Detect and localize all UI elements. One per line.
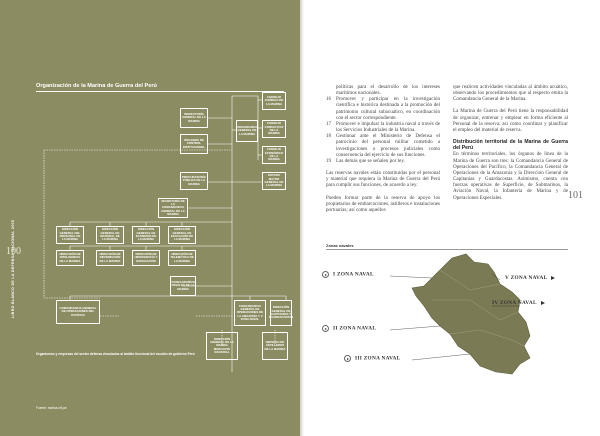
zone-marker-icon <box>551 276 555 280</box>
zone-label-v: V ZONA NAVAL <box>505 275 555 281</box>
paragraph: políticas para el desarrollo de los intereses marítimos nacionales. <box>336 84 440 97</box>
paragraph: Las reservas navales están constituidas por el personal y material que requiera la Marina de Guerra del Perú para cumplir sus funciones, de acuerdo a ley. <box>326 170 440 189</box>
org-box-dir-material: DIRECCIÓN GENERAL DE MATERIAL DE LA MARINA <box>96 226 124 244</box>
org-chart-title: Organización de la Marina de Guerra del Perú <box>36 83 157 89</box>
org-box-secretaria: SECRETARÍA DE LA COMANDANCIA GENERAL DE LA MARINA <box>158 198 188 218</box>
org-box-dir-telematica: DIRECCIÓN DE TELEMÁTICA DE LA MARINA <box>168 250 196 266</box>
org-box-inspectoria: INSPECTORÍA GENERAL DE LA MARINA <box>180 108 208 128</box>
zone-marker-icon <box>322 271 329 278</box>
org-box-dir-informacion: DIRECCIÓN DE INFORMACIÓN DE LA MARINA <box>96 250 124 266</box>
org-box-comandancia-general: COMANDANCIA GENERAL DE LA MARINA <box>236 120 258 142</box>
org-box-consejo-economico: CONSEJO ECONÓMICO DE LA MARINA <box>262 146 286 164</box>
org-box-dir-personal: DIRECCIÓN GENERAL DEL PERSONAL DE LA MARINA <box>56 226 84 244</box>
zone-label-ii: II ZONA NAVAL <box>322 325 376 332</box>
org-box-estado-mayor: ESTADO MAYOR GENERAL DE LA MARINA <box>262 172 286 190</box>
zone-label-iii: III ZONA NAVAL <box>344 355 401 362</box>
org-box-dir-economia: DIRECCIÓN GENERAL DE ECONOMÍA DE LA MARINA <box>132 226 160 244</box>
list-item: 18 Gestionar ante el Ministerio de Defensa el patrocinio del personal militar cometido a investigaciones o procesos judiciales como consecuencia del ejercicio de sus funciones. <box>326 133 440 158</box>
org-box-dir-inteligencia: DIRECCIÓN DE INTELIGENCIA DE LA MARINA <box>56 250 84 266</box>
zone-label-iv: IV ZONA NAVAL <box>492 300 545 306</box>
org-box-cg-pacifico: COMANDANCIA GENERAL DE OPERACIONES DEL PACÍFICO <box>56 300 100 324</box>
paragraph: La Marina de Guerra del Perú tiene la responsabilidad de organizar, entrenar y emplear en forma eficiente al Personal de la reserva; así como coordinar y planificar el empleo del material de reserva. <box>453 108 568 133</box>
org-box-astilleros: SERVICIO DE ASTILLEROS DE LA MARINA <box>262 332 288 360</box>
zone-marker-icon <box>344 355 351 362</box>
org-box-cg-amazonia: COMANDANCIA GENERAL DE OPERACIONES DE LA AMAZONÍA Y V ZONA NAVAL <box>234 300 266 326</box>
map-title: Zonas navales <box>326 243 354 248</box>
list-item: 19 Las demás que se señalen por ley. <box>326 157 405 164</box>
paragraph: En términos territoriales, los órganos de línea de la Marina de Guerra son tres: la Comandancia General de Operaciones del Pacífico, la Comandancia General de Operaciones de la Amazonía y la Dirección General de Capitanías y Guardacostas. Asimismo, cuenta con fuerzas operativas de Superficie, de Submarinos, la Aviación Naval, la Infantería de Marina y de Operaciones Especiales. <box>453 151 568 201</box>
org-box-dir-educacion: DIRECCIÓN GENERAL DE EDUCACIÓN DE LA MARINA <box>168 226 196 244</box>
peru-map-shape <box>412 254 530 374</box>
book-title-vertical: LIBRO BLANCO DE LA DEFENSA NACIONAL 2005 <box>11 219 15 318</box>
zone-marker-icon <box>541 301 545 305</box>
list-item: 17 Promover e impulsar la industria naval a través de los Servicios Industriales de la Marina. <box>326 120 440 134</box>
org-box-procuraduria: PROCURADURÍA PÚBLICA DE LA MARINA <box>180 172 208 190</box>
org-box-consejo-juridico: CONSEJO JURÍDICO DE LA MARINA <box>262 92 286 110</box>
org-box-capitanias: DIRECCIÓN GENERAL DE CAPITANÍAS Y GUARDACOSTAS <box>270 300 292 326</box>
zone-label-i: I ZONA NAVAL <box>322 271 374 278</box>
section-heading: Distribución territorial de la Marina de Guerra del Perú <box>453 139 568 152</box>
zone-marker-icon <box>322 325 329 332</box>
org-box-agregadurias: AGREGADURÍAS NAVALES DE LA MARINA <box>170 276 196 296</box>
org-box-marina-mercante: DIRECCIÓN GENERAL DE LA MARINA MERCANTE NACIONAL <box>206 332 238 360</box>
org-chart-note: Organismos y empresas del sector defensa vinculados al ámbito funcional del escalón de gobierno Perú <box>36 352 195 356</box>
page-number-right: 101 <box>568 190 583 201</box>
paragraph: que realicen actividades vinculadas al ámbito acuático, observando los procedimientos que al respecto emita la Comandancia General de la Marina. <box>453 84 568 103</box>
page-number-left: 100 <box>6 246 21 257</box>
paragraph: Pueden formar parte de la reserva de apoyo los propietarios de embarcaciones, astilleros e instalaciones portuarias; así como aquellos <box>326 194 441 213</box>
org-box-control: ÓRGANOS DE CONTROL INSTITUCIONAL <box>180 134 208 154</box>
source-note: Fuente: marina.mil.pe <box>36 406 67 410</box>
list-item: 16 Promover y participar en la investigación científica e histórica destinada a la promoción del patrimonio cultural subacuático, en coordinación con el sector correspondiente. <box>326 96 440 121</box>
org-box-consejo-consultivo: CONSEJO CONSULTIVO DE LA MARINA <box>262 120 286 138</box>
org-box-dir-hidrografia: DIRECCIÓN DE HIDROGRAFÍA Y NAVEGACIÓN <box>132 250 160 266</box>
